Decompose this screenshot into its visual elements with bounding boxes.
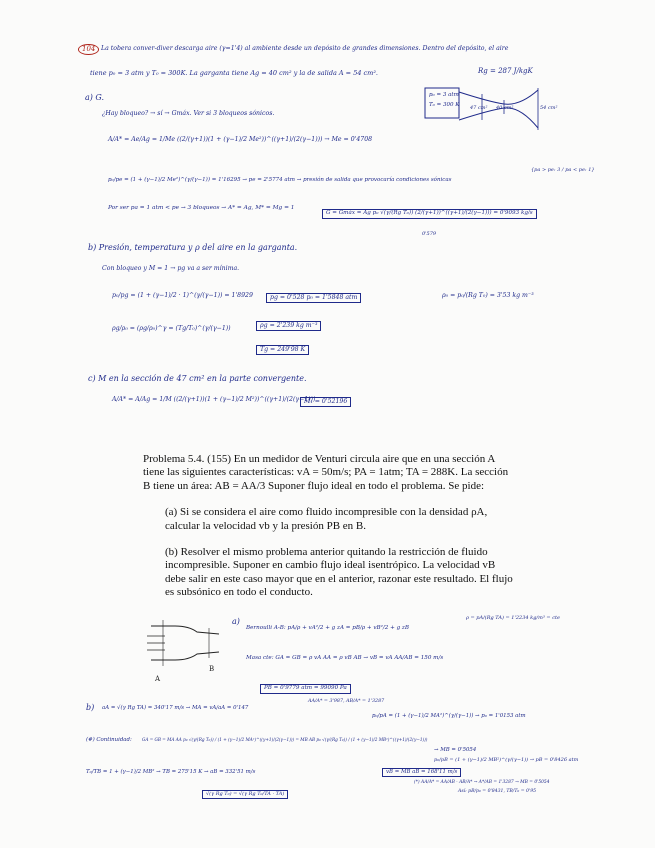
rho-note: ρ = pA/(Rg TA) = 1'2234 kg/m³ = cte	[466, 615, 560, 621]
mach-b: → MB = 0'5054	[434, 747, 477, 753]
problem-statement: Problema 5.4. (155) En un medidor de Venturi circula aire que en una sección A tiene las siguientes características: vA = 50m/s; PA = 1atm; TA = 288K. La sección B tiene un área: AB = AA/3 Suponer flujo ideal en todo el problema. Se pide:	[143, 453, 509, 492]
problem-number: 104	[78, 44, 99, 55]
intro-line-2: tiene p₀ = 3 atm y T₀ = 300K. La garganta tiene Ag = 40 cm² y la de salida A = 54 cm².	[90, 69, 379, 77]
sketch-label-47: 47 cm²	[470, 105, 488, 111]
sketch-label-exit: 54 cm²	[540, 105, 558, 111]
nozzle-top-wall	[459, 90, 538, 104]
nozzle-sketch	[420, 80, 560, 140]
intro-line-1: La tobera conver-diver descarga aire (γ=1'4) al ambiente desde un depósito de grandes dimensiones. Dentro del depósito, el aire	[101, 45, 509, 52]
printed-problem	[143, 453, 515, 600]
eq-area-ratio: A/A* = Ae/Ag = 1/Me ((2/(γ+1))(1 + (γ−1)/2 Me²))^((γ+1)/(2(γ−1))) → Me = 0'4708	[108, 136, 373, 143]
pb-result-b: p₀/pB = (1 + (γ−1)/2 MB²)^(γ/(γ−1)) → pB = 0'8426 atm	[434, 757, 579, 763]
temperature-eq: T₀/TB = 1 + (γ−1)/2 MB² → TB = 275'15 K → aB = 332'51 m/s	[86, 769, 256, 775]
side-note-1: (*) AA/A* = AA/AB · AB/A* → A*/AB = 1'3287 → MB = 0'5054	[414, 780, 550, 785]
eq-pressure-ratio: p₀/pe = (1 + (γ−1)/2 Me²)^(γ/(γ−1)) = 1'16295 → pe = 2'5774 atm → presión de salida que provocaría condiciones sónicas	[108, 177, 452, 183]
rho-result: ρg = 2'239 kg m⁻³	[256, 321, 321, 331]
sketch-label-throat: 40 cm²	[496, 105, 514, 111]
solution-a-label: a)	[232, 617, 240, 626]
part-a-line-3: Por ser pa = 1 atm < pe → 3 bloqueos → A* = Ag, M* = Mg = 1	[108, 205, 295, 211]
mach-result: M₁ = 0'52196	[300, 397, 351, 407]
sketch-label-t0: T₀ = 300 K	[429, 102, 460, 108]
temperature-result: Tg = 249'98 K	[256, 345, 309, 355]
pressure-condition: {pa > pe: 3 / pa < pe: 1}	[531, 167, 595, 173]
rg-note: Rg = 287 J/kgK	[478, 67, 533, 75]
part-a-label: a) G.	[85, 93, 105, 102]
vb-result: vB = MB aB = 168'11 m/s	[382, 768, 461, 777]
sound-speed-a: aA = √(γ Rg TA) = 340'17 m/s → MA = vA/aA = 0'147	[102, 705, 249, 711]
section-b-label: B	[209, 665, 215, 673]
eq-pg: p₀/pg = (1 + (γ−1)/2 · 1)^(γ/(γ−1)) = 1'8929	[112, 292, 253, 299]
part-b-line: Con bloqueo y M = 1 → pg va a ser mínima.	[102, 265, 240, 272]
p0-eq: p₀/pA = (1 + (γ−1)/2 MA²)^(γ/(γ−1)) → p₀ = 1'0153 atm	[372, 713, 526, 719]
sketch-label-p0: p₀ = 3 atm	[429, 92, 459, 98]
part-a-question: ¿Hay bloqueo? → sí → Gmáx. Ver si 3 bloqueos sónicos.	[102, 110, 275, 117]
gmax-sub: 0'579	[422, 231, 437, 237]
side-note-2: Así: pB/p₀ = 0'8431, TB/T₀ = 0'95	[458, 789, 537, 794]
solution-b-label: b)	[86, 703, 95, 712]
section-a-label: A	[155, 675, 161, 683]
continuity-label: (#) Continuidad:	[86, 737, 132, 743]
continuity-eq: GA = GB = MA AA p₀ √(γ/(Rg T₀)) / (1 + (γ−1)/2 MA²)^((γ+1)/(2(γ−1))) = MB AB p₀ √(γ/(Rg T₀)) / (1 + (γ−1)/2 MB²)^((γ+1)/(2(γ−1)))	[142, 737, 428, 742]
masa-eq: Masa cte: GA = GB = ρ vA AA = ρ vB AB → vB = vA AA/AB = 150 m/s	[246, 655, 444, 661]
bernoulli-eq: Bernoulli A-B: pA/ρ + vA²/2 + g zA = pB/ρ + vB²/2 + g zB	[246, 625, 409, 631]
ratio-note: AA/A* = 3'987, AB/A* = 1'3287	[308, 699, 385, 704]
part-b-label: b) Presión, temperatura y ρ del aire en la garganta.	[88, 243, 298, 252]
part-c-label: c) M en la sección de 47 cm² en la parte convergente.	[88, 374, 307, 383]
rho0-note: ρ₀ = p₀/(Rg T₀) = 3'53 kg m⁻³	[442, 292, 534, 299]
eq-rho: ρg/ρ₀ = (ρg/ρ₀)^γ = (Tg/T₀)^(γ/(γ−1))	[112, 325, 231, 332]
question-a: (a) Si se considera el aire como fluido incompresible con la densidad ρA, calcular la velocidad vb y la presión PB en B.	[165, 506, 488, 532]
gmax-equation: G = Gmáx = Ag p₀ √(γ/(Rg T₀)) (2/(γ+1))^((γ+1)/(2(γ−1))) = 0'9093 kg/s	[322, 209, 537, 219]
pg-result: pg = 0'528 p₀ = 1'5848 atm	[266, 293, 361, 303]
question-b: (b) Resolver el mismo problema anterior quitando la restricción de fluido incompresible. Suponer en cambio flujo ideal isentrópico. La velocidad vB debe salir en este caso mayor que en el anterior, razonar este resultado. El flujo es subsónico en todo el conducto.	[165, 546, 513, 599]
eq-mach: A/A* = A/Ag = 1/M ((2/(γ+1))(1 + (γ−1)/2 M²))^((γ+1)/(2(γ−1)))	[112, 396, 316, 403]
pb-result-a: PB = 0'9779 atm = 99090 Pa	[260, 684, 351, 694]
sqrt-note: √(γ Rg T₀) = √(γ Rg T₀/TA · TA)	[202, 790, 288, 799]
